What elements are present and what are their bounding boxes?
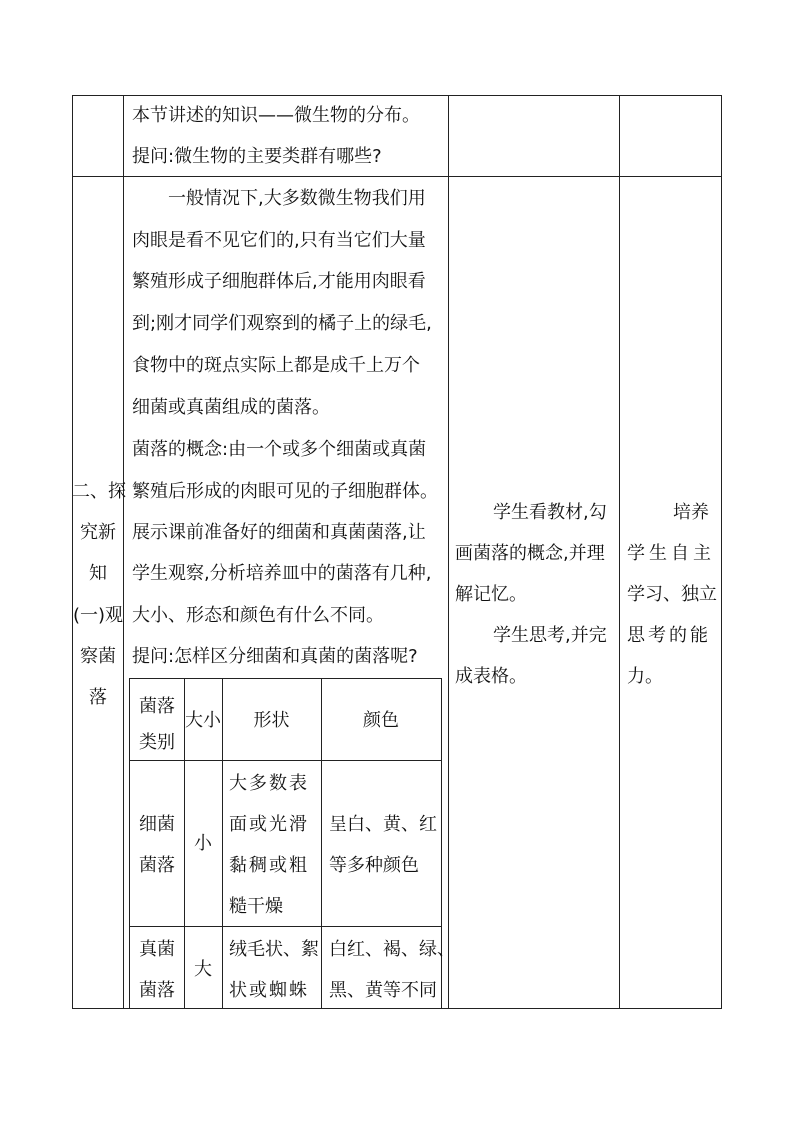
colony-header-category: 类别: [139, 732, 175, 753]
colony-size-fungi: 大: [194, 959, 212, 980]
section-label-line: 究新: [80, 522, 116, 543]
colony-table-row-divider: [129, 760, 441, 761]
content-line: 到;刚才同学们观察到的橘子上的绿毛,: [132, 313, 432, 334]
column-divider-3: [619, 95, 620, 1009]
content-line: 繁殖形成子细胞群体后,才能用肉眼看: [132, 271, 426, 292]
content-line: 本节讲述的知识——微生物的分布。: [132, 105, 420, 126]
colony-color-bacteria: 等多种颜色: [329, 855, 419, 876]
column-divider-1: [123, 95, 124, 1009]
colony-shape-bacteria: 黏稠或粗: [229, 855, 309, 876]
content-line: 一般情况下,大多数微生物我们用: [168, 188, 426, 209]
colony-shape-fungi: 状或蜘蛛: [229, 980, 309, 1001]
student-activity-line: 成表格。: [455, 666, 527, 687]
row-divider: [72, 176, 722, 177]
section-label-line: 二、探: [72, 481, 126, 502]
colony-shape-fungi: 绒毛状、絮: [229, 939, 319, 960]
colony-color-fungi: 白红、褐、绿、: [329, 939, 455, 960]
content-line: 繁殖后形成的肉眼可见的子细胞群体。: [132, 481, 438, 502]
colony-category-fungi: 菌落: [139, 980, 175, 1001]
colony-shape-bacteria: 糙干燥: [229, 896, 283, 917]
student-activity-line: 学生思考,并完: [493, 625, 607, 646]
section-label-line: 察菌: [80, 646, 116, 667]
table-border-bottom: [72, 1008, 722, 1009]
design-intent-line: 学习、独立: [627, 584, 717, 605]
colony-category-bacteria: 菌落: [139, 855, 175, 876]
content-line: 提问:怎样区分细菌和真菌的菌落呢?: [132, 646, 418, 667]
content-line: 食物中的斑点实际上都是成千上万个: [132, 355, 420, 376]
colony-header-size: 大小: [185, 710, 221, 731]
colony-category-bacteria: 细菌: [139, 814, 175, 835]
content-line: 肉眼是看不见它们的,只有当它们大量: [132, 230, 426, 251]
student-activity-line: 画菌落的概念,并理: [455, 543, 605, 564]
section-label-line: (一)观: [72, 605, 124, 626]
design-intent-line: 培养: [673, 502, 709, 523]
colony-shape-bacteria: 大多数表: [229, 773, 309, 794]
colony-header-category: 菌落: [139, 696, 175, 717]
table-border-right: [721, 95, 722, 1009]
student-activity-line: 学生看教材,勾: [493, 502, 607, 523]
design-intent-line: 学生自主: [627, 543, 715, 564]
colony-table-row-divider: [129, 926, 441, 927]
colony-table-border-top: [129, 678, 441, 679]
colony-header-shape: 形状: [253, 710, 290, 731]
table-border-top: [72, 95, 722, 96]
student-activity-line: 解记忆。: [455, 584, 527, 605]
content-line: 学生观察,分析培养皿中的菌落有几种,: [132, 563, 432, 584]
section-label-line: 知: [89, 563, 107, 584]
section-label-line: 落: [89, 687, 107, 708]
content-line: 提问:微生物的主要类群有哪些?: [132, 146, 382, 167]
content-line: 大小、形态和颜色有什么不同。: [132, 605, 384, 626]
colony-header-color: 颜色: [363, 710, 399, 731]
colony-color-fungi: 黑、黄等不同: [329, 980, 437, 1001]
colony-category-fungi: 真菌: [139, 939, 175, 960]
content-line: 细菌或真菌组成的菌落。: [132, 397, 330, 418]
colony-color-bacteria: 呈白、黄、红: [329, 814, 437, 835]
design-intent-line: 思考的能: [627, 625, 711, 646]
colony-size-bacteria: 小: [194, 833, 212, 854]
table-border-left: [72, 95, 73, 1009]
column-divider-2: [448, 95, 449, 1009]
content-line: 展示课前准备好的细菌和真菌菌落,让: [132, 522, 426, 543]
colony-shape-bacteria: 面或光滑: [229, 814, 309, 835]
design-intent-line: 力。: [627, 666, 663, 687]
content-line: 菌落的概念:由一个或多个细菌或真菌: [132, 439, 427, 460]
